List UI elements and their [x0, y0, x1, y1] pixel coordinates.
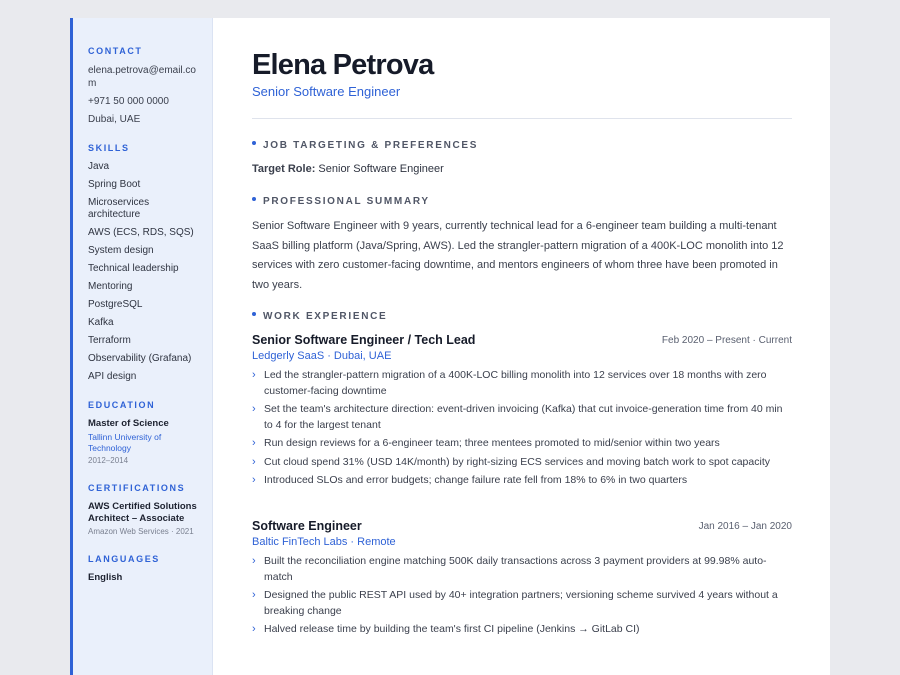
job-header — [252, 333, 792, 349]
contact-email[interactable]: elena.petrova@email.com — [88, 65, 196, 89]
job-company: Ledgerly SaaS · Dubai, UAE — [252, 350, 392, 362]
skills-heading: SKILLS — [88, 143, 130, 153]
dot-icon — [252, 312, 256, 316]
job-title: Software Engineer — [252, 519, 362, 533]
job-dates: Jan 2016 – Jan 2020 — [698, 521, 792, 532]
contact-section — [88, 46, 202, 126]
summary-heading — [252, 196, 430, 207]
chevron-right-icon: › — [252, 623, 256, 635]
summary-text: Senior Software Engineer with 9 years, currently technical lead for a 6-engineer team building a multi-tenant SaaS billing platform (Java/Spring, AWS). Led the strangler-pattern migration of a 400K-LOC monolith into 12 services with zero customer-facing downtime, and mentors engineers of whom three have been promoted in two years. — [252, 220, 784, 291]
contact-heading: CONTACT — [88, 46, 143, 56]
chevron-right-icon: › — [252, 589, 256, 601]
job-header — [252, 519, 792, 535]
language-item: English — [88, 572, 123, 583]
chevron-right-icon: › — [252, 437, 256, 449]
education-heading: EDUCATION — [88, 400, 156, 410]
dot-icon — [252, 197, 256, 201]
education-years: 2012–2014 — [88, 456, 129, 465]
skill-item: Mentoring — [88, 281, 133, 292]
job-bullet — [252, 402, 792, 433]
job-dates: Feb 2020 – Present · Current — [661, 335, 792, 346]
target-role-label: Target Role: — [252, 163, 316, 175]
chevron-right-icon: › — [252, 474, 256, 486]
dot-icon — [252, 141, 256, 145]
job-title: Senior Software Engineer / Tech Lead — [252, 333, 476, 347]
job-bullet — [252, 554, 792, 585]
skill-item: Observability (Grafana) — [88, 353, 192, 364]
job-bullet-text: Introduced SLOs and error budgets; change failure rate fell from 18% to 6% in two quarters — [264, 474, 688, 486]
skill-item: Kafka — [88, 317, 114, 328]
resume-page — [70, 18, 830, 675]
certifications-heading: CERTIFICATIONS — [88, 483, 186, 493]
job-company: Baltic FinTech Labs · Remote — [252, 536, 396, 548]
job-bullet — [252, 436, 792, 452]
job-entry — [252, 519, 792, 641]
skills-section — [88, 143, 202, 383]
skill-item: API design — [88, 371, 137, 382]
experience-heading — [252, 311, 387, 322]
job-bullet-text: Designed the public REST API used by 40+ integration partners; versioning scheme survived 4 years without a breaking change — [264, 589, 778, 617]
job-bullet — [252, 455, 792, 471]
certifications-section — [88, 483, 202, 537]
education-degree: Master of Science — [88, 418, 169, 429]
job-entry — [252, 333, 792, 492]
summary-heading-text: PROFESSIONAL SUMMARY — [263, 196, 430, 207]
chevron-right-icon: › — [252, 369, 256, 381]
education-school: Tallinn University of Technology — [88, 432, 162, 453]
skill-item: PostgreSQL — [88, 299, 143, 310]
job-bullet-text: Cut cloud spend 31% (USD 14K/month) by right-sizing ECS services and moving batch work to spot capacity — [264, 455, 770, 468]
languages-heading: LANGUAGES — [88, 554, 160, 564]
skill-item: AWS (ECS, RDS, SQS) — [88, 227, 194, 238]
skill-item: Terraform — [88, 335, 131, 346]
education-section — [88, 400, 202, 466]
job-bullet — [252, 473, 792, 489]
job-bullet-text: Set the team's architecture direction: event-driven invoicing (Kafka) that cut invoice-generation time from 40 min to 4 for the largest tenant — [264, 403, 783, 431]
job-bullet-text: Led the strangler-pattern migration of a 400K-LOC billing monolith into 12 services over 18 months with zero customer-facing downtime — [264, 369, 767, 397]
skill-item: Spring Boot — [88, 179, 141, 190]
contact-phone[interactable]: +971 50 000 0000 — [88, 96, 169, 107]
targeting-heading-text: JOB TARGETING & PREFERENCES — [263, 140, 479, 151]
header-divider — [252, 118, 792, 119]
targeting-heading — [252, 140, 478, 151]
job-bullets — [252, 368, 792, 489]
sidebar — [70, 18, 213, 675]
chevron-right-icon: › — [252, 555, 256, 567]
certification-issuer: Amazon Web Services · 2021 — [88, 527, 194, 536]
job-bullet — [252, 622, 792, 638]
candidate-name: Elena Petrova — [252, 49, 434, 81]
job-bullet — [252, 368, 792, 399]
skill-item: System design — [88, 245, 154, 256]
skill-item: Microservices architecture — [88, 197, 150, 220]
languages-section — [88, 554, 202, 584]
contact-location: Dubai, UAE — [88, 114, 141, 125]
candidate-title: Senior Software Engineer — [252, 84, 401, 99]
job-bullet-text: Built the reconciliation engine matching 500K daily transactions across 3 payment providers at 99.98% auto-match — [264, 555, 767, 583]
chevron-right-icon: › — [252, 403, 256, 415]
target-role-value: Senior Software Engineer — [318, 163, 444, 175]
skill-item: Java — [88, 161, 110, 172]
job-bullet — [252, 588, 792, 619]
certification-name: AWS Certified Solutions Architect – Associate — [88, 501, 197, 524]
job-bullet-text: Run design reviews for a 6-engineer team; three mentees promoted to mid/senior within two years — [264, 437, 720, 449]
job-bullet-text: Halved release time by building the team's first CI pipeline (Jenkins → GitLab CI) — [264, 623, 640, 635]
experience-heading-text: WORK EXPERIENCE — [263, 311, 388, 322]
target-role — [252, 163, 444, 175]
skill-item: Technical leadership — [88, 263, 179, 274]
chevron-right-icon: › — [252, 455, 256, 468]
job-bullets — [252, 554, 792, 638]
